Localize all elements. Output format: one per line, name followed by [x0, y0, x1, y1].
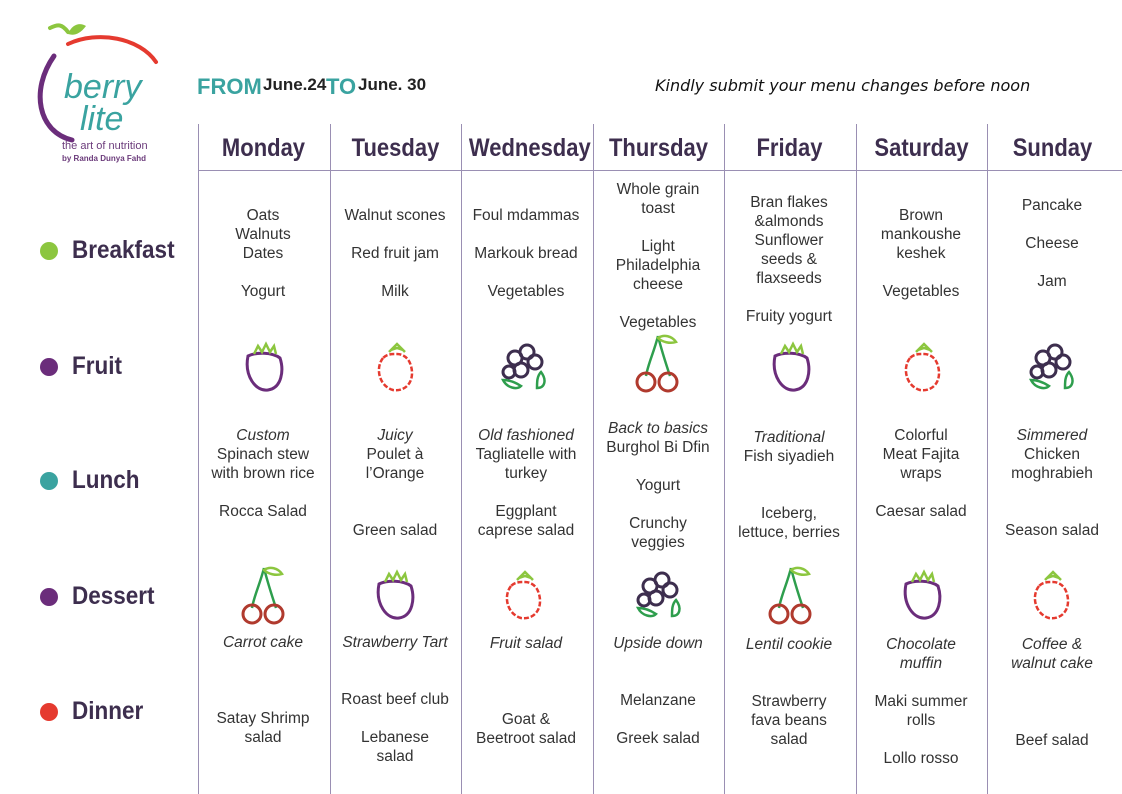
menu-text: Carrot cake [222, 634, 304, 651]
cherry-icon [238, 564, 290, 626]
dessert-cell-friday [724, 635, 854, 654]
dessert-cell-tuesday [330, 633, 460, 652]
menu-text: Lentil cookie [745, 636, 833, 653]
menu-text: Chocolate [886, 636, 956, 653]
menu-text: Burghol Bi Dfin [606, 439, 710, 456]
menu-text: Melanzane [620, 692, 696, 709]
dinner-cell-wednesday [461, 710, 591, 748]
spacer [330, 483, 460, 521]
menu-text: Beef salad [1015, 732, 1089, 749]
row-label-dinner [40, 697, 151, 726]
dinner-cell-tuesday [330, 690, 460, 766]
menu-text: Greek salad [616, 730, 700, 747]
raspberry-icon [497, 564, 549, 626]
dinner-cell-thursday [593, 691, 723, 748]
menu-text: with brown rice [211, 465, 315, 482]
logo-tagline: the art of nutrition [62, 140, 148, 152]
row-dot [40, 358, 58, 376]
dessert-cell-saturday [856, 635, 986, 673]
menu-text: Oats [246, 207, 280, 224]
menu-text: Fruity yogurt [745, 308, 833, 325]
dinner-cell-monday [198, 709, 328, 747]
row-label-text: Lunch [72, 466, 140, 494]
spacer [330, 709, 460, 728]
menu-text: cheese [633, 276, 683, 293]
lunch-style: Traditional [753, 429, 825, 446]
menu-text: Iceberg, [760, 505, 817, 522]
row-label-lunch [40, 466, 147, 495]
menu-text: Strawberry [751, 693, 827, 710]
menu-text: Roast beef club [341, 691, 449, 708]
menu-text: Green salad [352, 522, 438, 539]
row-label-text: Breakfast [72, 236, 175, 264]
lunch-cell-monday [198, 426, 328, 521]
spacer [198, 483, 328, 502]
day-header-thursday: Thursday [608, 134, 709, 162]
menu-text: Whole grain [616, 181, 700, 198]
menu-text: Caesar salad [875, 503, 967, 520]
menu-text: Vegetables [487, 283, 565, 300]
menu-text: Lollo rosso [883, 750, 959, 767]
menu-text: Rocca Salad [219, 503, 307, 520]
raspberry-icon [369, 336, 421, 398]
plum-icon [765, 336, 817, 398]
day-header-wednesday: Wednesday [468, 134, 591, 162]
dessert-cell-sunday [987, 635, 1117, 673]
day-header-friday: Friday [756, 134, 823, 162]
spacer [724, 466, 854, 504]
breakfast-cell-tuesday [330, 206, 460, 301]
menu-text: Vegetables [882, 283, 960, 300]
dessert-cell-thursday [593, 634, 723, 653]
menu-text: Goat & [501, 711, 551, 728]
day-header-sunday: Sunday [1012, 134, 1093, 162]
spacer [593, 218, 723, 237]
spacer [198, 263, 328, 282]
day-header-tuesday: Tuesday [351, 134, 440, 162]
menu-text: moghrabieh [1011, 465, 1093, 482]
menu-text: Yogurt [240, 283, 286, 300]
plum-icon [238, 336, 290, 398]
breakfast-cell-thursday [593, 180, 723, 332]
row-label-fruit [40, 352, 128, 381]
menu-text: Strawberry Tart [342, 634, 448, 651]
breakfast-cell-monday [198, 206, 328, 301]
menu-text: Eggplant [495, 503, 557, 520]
row-dot [40, 242, 58, 260]
menu-text: Poulet à [366, 446, 424, 463]
row-label-dessert [40, 582, 164, 611]
row-dot [40, 472, 58, 490]
menu-text: flaxseeds [756, 270, 822, 287]
cherry-icon [632, 332, 684, 394]
menu-text: Coffee & [1021, 636, 1083, 653]
menu-text: Fruit salad [489, 635, 563, 652]
row-dot [40, 588, 58, 606]
menu-text: Upside down [613, 635, 703, 652]
menu-text: Chicken [1024, 446, 1080, 463]
breakfast-cell-friday [724, 193, 854, 326]
row-dot [40, 703, 58, 721]
header-divider [198, 170, 1122, 171]
menu-text: salad [376, 748, 414, 765]
menu-text: keshek [896, 245, 946, 262]
menu-text: Philadelphia [615, 257, 701, 274]
spacer [593, 710, 723, 729]
row-label-text: Dinner [72, 697, 144, 725]
plum-icon [896, 564, 948, 626]
spacer [987, 253, 1117, 272]
menu-text: rolls [906, 712, 936, 729]
lunch-style: Back to basics [608, 420, 708, 437]
menu-text: salad [244, 729, 282, 746]
spacer [856, 263, 986, 282]
menu-text: Markouk bread [474, 245, 578, 262]
menu-text: Red fruit jam [351, 245, 439, 262]
lunch-style: Juicy [377, 427, 413, 444]
dessert-cell-wednesday [461, 634, 591, 653]
logo-byline: by Randa Dunya Fahd [62, 154, 147, 163]
spacer [856, 483, 986, 502]
day-header-saturday: Saturday [874, 134, 969, 162]
menu-text: muffin [899, 655, 943, 672]
blackberry-icon [497, 336, 549, 398]
from-label: FROM [197, 74, 262, 99]
menu-text: Vegetables [619, 314, 697, 331]
menu-text: Tagliatelle with [475, 446, 577, 463]
blackberry-icon [1025, 336, 1077, 398]
to-date: June. 30 [358, 75, 427, 94]
spacer [724, 288, 854, 307]
raspberry-icon [896, 336, 948, 398]
plum-icon [369, 564, 421, 626]
menu-text: veggies [631, 534, 685, 551]
spacer [461, 263, 591, 282]
menu-text: Lebanese [360, 729, 430, 746]
spacer [330, 263, 460, 282]
menu-text: Light [641, 238, 675, 255]
lunch-cell-saturday [856, 426, 986, 521]
breakfast-cell-wednesday [461, 206, 591, 301]
breakfast-cell-saturday [856, 206, 986, 301]
raspberry-icon [1025, 564, 1077, 626]
spacer [593, 457, 723, 476]
spacer [330, 225, 460, 244]
menu-text: turkey [504, 465, 548, 482]
menu-text: Yogurt [635, 477, 681, 494]
svg-text:lite: lite [80, 100, 124, 138]
spacer [461, 225, 591, 244]
menu-text: Milk [381, 283, 409, 300]
menu-text: l’Orange [365, 465, 425, 482]
dessert-cell-monday [198, 633, 328, 652]
dinner-cell-saturday [856, 692, 986, 768]
menu-text: Cheese [1025, 235, 1079, 252]
blackberry-icon [632, 564, 684, 626]
menu-text: Season salad [1005, 522, 1099, 539]
menu-text: fava beans [751, 712, 827, 729]
submission-note: Kindly submit your menu changes before noon [655, 76, 1031, 95]
cherry-icon [765, 564, 817, 626]
svg-text:berry: berry [64, 68, 142, 106]
menu-text: caprese salad [477, 522, 575, 539]
dinner-cell-friday [724, 692, 854, 749]
row-label-text: Dessert [72, 582, 155, 610]
menu-text: seeds & [760, 251, 817, 268]
menu-text: Walnuts [235, 226, 291, 243]
menu-text: toast [641, 200, 675, 217]
spacer [987, 483, 1117, 521]
lunch-cell-tuesday [330, 426, 460, 540]
lunch-style: Simmered [1016, 427, 1088, 444]
menu-text: Jam [1037, 273, 1067, 290]
lunch-cell-thursday [593, 419, 723, 552]
lunch-style: Custom [236, 427, 290, 444]
from-date: June.24 [263, 75, 327, 94]
spacer [593, 294, 723, 313]
dinner-cell-sunday [987, 731, 1117, 750]
menu-text: walnut cake [1011, 655, 1093, 672]
to-label: TO [326, 74, 357, 99]
menu-text: Crunchy [629, 515, 687, 532]
row-label-breakfast [40, 236, 186, 265]
lunch-cell-friday [724, 428, 854, 542]
menu-text: Colorful [894, 427, 948, 444]
menu-text: wraps [900, 465, 942, 482]
menu-text: Foul mdammas [472, 207, 580, 224]
menu-text: lettuce, berries [738, 524, 840, 541]
menu-text: Maki summer [874, 693, 968, 710]
menu-text: Meat Fajita [882, 446, 960, 463]
menu-text: Spinach stew [216, 446, 310, 463]
menu-text: Sunflower [754, 232, 824, 249]
menu-text: Bran flakes [750, 194, 828, 211]
menu-text: Dates [242, 245, 284, 262]
menu-text: Pancake [1021, 197, 1083, 214]
lunch-style: Old fashioned [478, 427, 574, 444]
spacer [593, 495, 723, 514]
menu-text: salad [770, 731, 808, 748]
row-label-text: Fruit [72, 352, 122, 380]
lunch-cell-wednesday [461, 426, 591, 540]
breakfast-cell-sunday [987, 196, 1117, 291]
lunch-cell-sunday [987, 426, 1117, 540]
menu-text: Satay Shrimp [216, 710, 310, 727]
menu-text: Walnut scones [344, 207, 446, 224]
menu-text: mankoushe [880, 226, 962, 243]
menu-text: Brown [899, 207, 943, 224]
menu-text: Beetroot salad [476, 730, 576, 747]
spacer [987, 215, 1117, 234]
menu-text: &almonds [754, 213, 824, 230]
menu-text: Fish siyadieh [743, 448, 835, 465]
spacer [856, 730, 986, 749]
day-header-monday: Monday [221, 134, 306, 162]
spacer [461, 483, 591, 502]
